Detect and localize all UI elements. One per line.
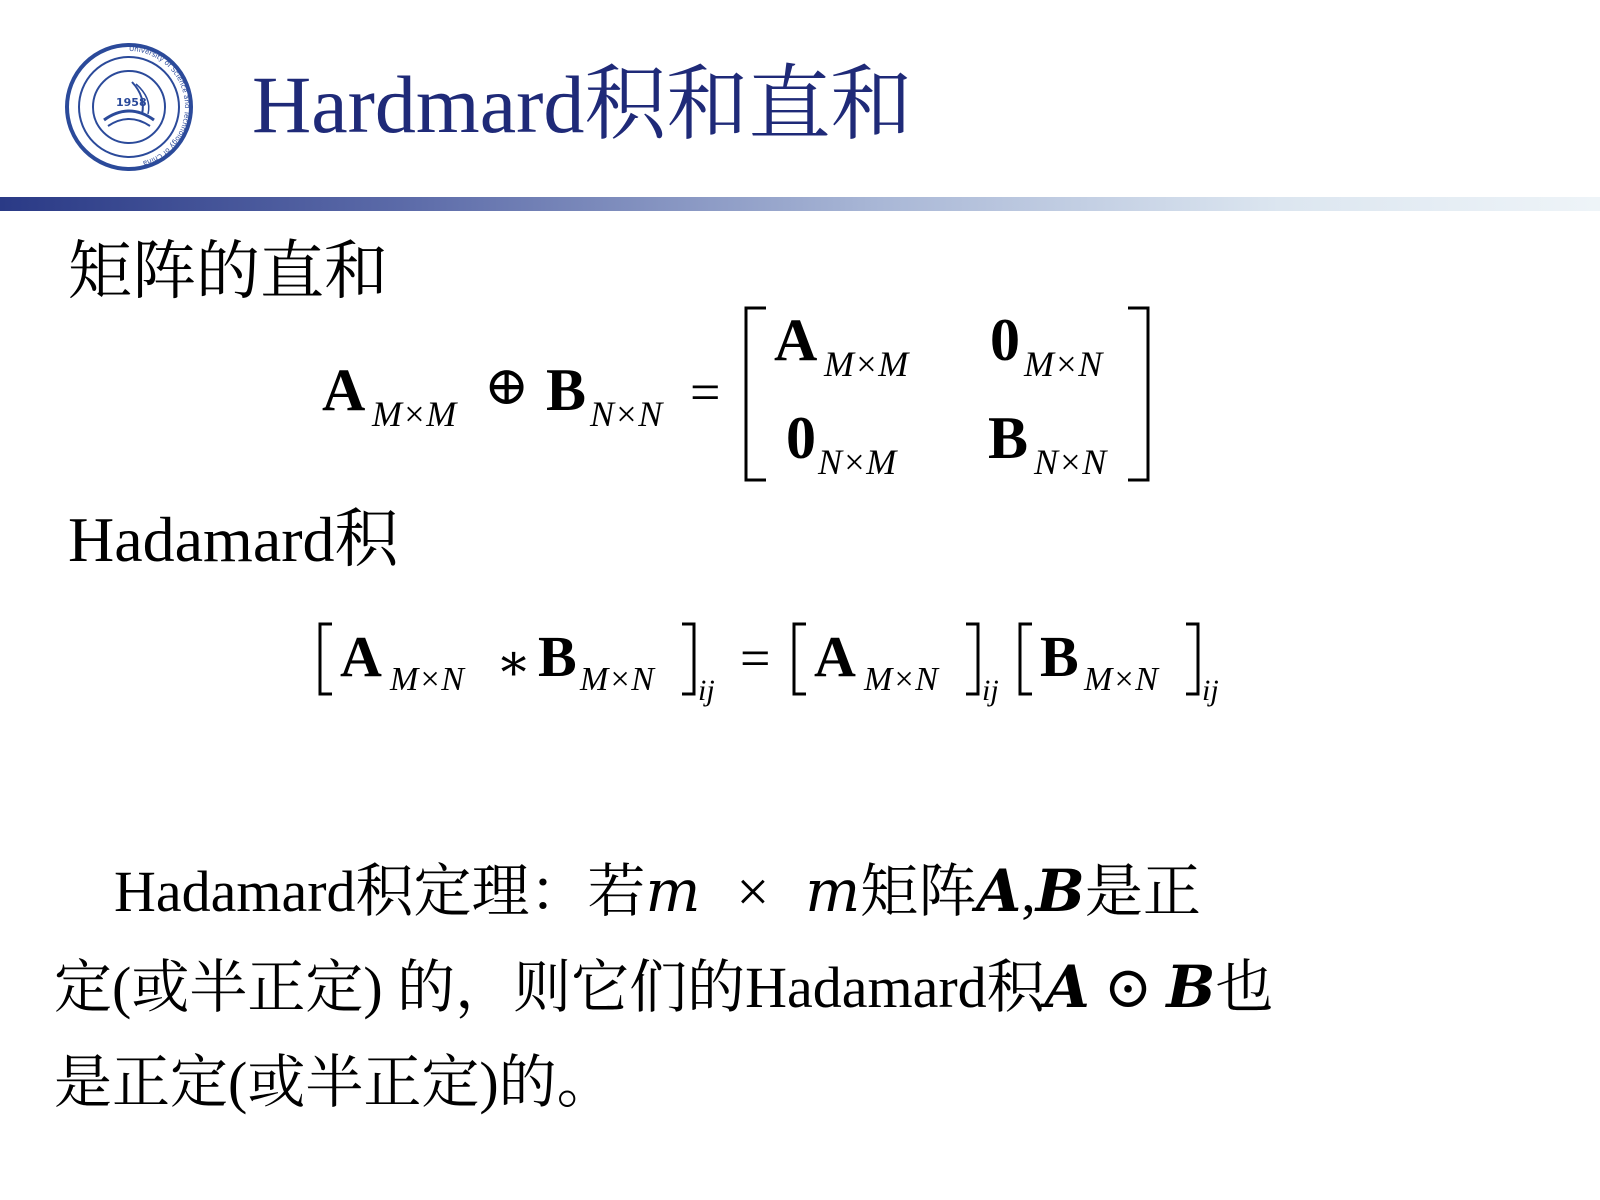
var-B-2: B — [1166, 953, 1216, 1021]
matrix-a22-sub: N×N — [1034, 442, 1107, 482]
var-m1: m — [645, 857, 701, 925]
hadamard-heading: Hadamard积 — [68, 504, 399, 575]
var-A-2: A — [1044, 953, 1090, 1021]
theorem-line-2 — [54, 952, 1273, 1023]
hb-right-2 — [966, 624, 978, 694]
formula-B: B — [546, 357, 587, 423]
var-B: B — [1035, 857, 1085, 925]
matrix-a21: 0 — [786, 405, 816, 471]
matrix-a11: A — [774, 307, 818, 373]
theorem-text-5: 也 — [1215, 955, 1274, 1020]
hb-right-3 — [1186, 624, 1198, 694]
theorem-text-3: 是正 — [1084, 859, 1201, 924]
comma: , — [1021, 859, 1036, 924]
hb-left-1 — [320, 624, 332, 694]
theorem-text-2: 矩阵 — [860, 859, 977, 924]
had-star: ∗ — [496, 635, 532, 692]
formula-A: A — [322, 357, 366, 423]
formula-A-sub: M×M — [372, 394, 457, 434]
oplus-symbol: ⊕ — [484, 356, 530, 416]
had-A1-sub: M×N — [390, 661, 464, 698]
matrix-a21-sub: N×M — [818, 442, 897, 482]
formula-B-sub: N×N — [590, 394, 663, 434]
matrix-a11-sub: M×M — [824, 344, 909, 384]
had-B1-sub: M×N — [580, 661, 654, 698]
had-B2-sub: M×N — [1084, 661, 1158, 698]
had-ij-2: ij — [982, 674, 999, 707]
hb-left-3 — [1020, 624, 1032, 694]
had-A2-sub: M×N — [864, 661, 938, 698]
seal-year: 1958 — [116, 96, 147, 109]
had-ij-1: ij — [698, 674, 715, 707]
direct-sum-heading: 矩阵的直和 — [68, 236, 388, 307]
theorem-text-4: 定(或半正定) 的，则它们的Hadamard积 — [54, 955, 1045, 1020]
theorem-text-6: 是正定(或半正定)的。 — [54, 1050, 615, 1115]
had-A2: A — [814, 624, 856, 689]
had-B1: B — [538, 624, 577, 689]
matrix-a12-sub: M×N — [1024, 344, 1103, 384]
equals-sign: = — [690, 362, 721, 422]
theorem-text-1: Hadamard积定理：若 — [114, 859, 646, 924]
hb-right-1 — [682, 624, 694, 694]
var-A: A — [976, 857, 1022, 925]
page-title: Hardmard积和直和 — [252, 59, 913, 150]
had-eq: = — [740, 628, 771, 688]
odot-symbol: ⊙ — [1103, 955, 1153, 1020]
times-symbol: × — [736, 859, 770, 924]
matrix-a12: 0 — [990, 307, 1020, 373]
seal-ring-text: University of Science and Technology of China — [128, 44, 192, 168]
had-A1: A — [340, 624, 382, 689]
theorem-line-3 — [54, 1048, 615, 1118]
var-m2: m — [805, 857, 861, 925]
had-B2: B — [1040, 624, 1079, 689]
hb-left-2 — [794, 624, 806, 694]
had-ij-3: ij — [1202, 674, 1219, 707]
matrix-a22: B — [988, 405, 1029, 471]
theorem-line-1 — [114, 856, 1201, 927]
